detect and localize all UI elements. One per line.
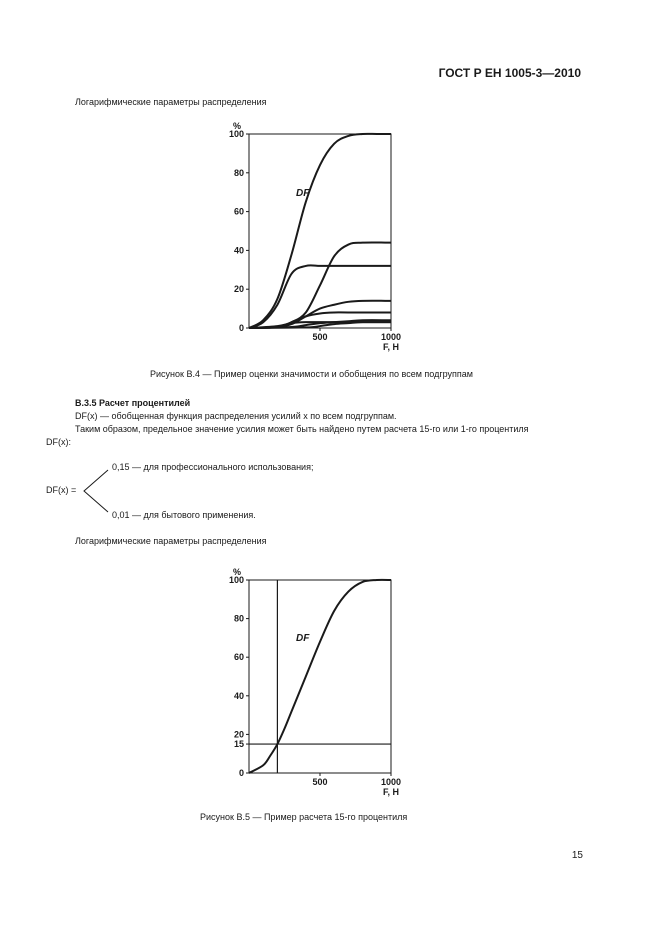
formula-lhs: DF(x) = xyxy=(46,485,77,495)
paragraph-line-cont: DF(x): xyxy=(46,437,71,447)
x-tick-label: 1000 xyxy=(380,777,402,787)
x-tick-label: 500 xyxy=(312,332,328,342)
x-axis-unit: F, Н xyxy=(382,787,400,797)
figure-b4-caption: Рисунок В.4 — Пример оценки значимости и обобщения по всем подгруппам xyxy=(150,369,473,379)
y-tick-label: 40 xyxy=(233,690,244,701)
df-curve-label: DF xyxy=(296,188,310,199)
df-curve-label: DF xyxy=(296,633,310,644)
x-tick-label: 1000 xyxy=(380,332,402,342)
y-tick-label: 80 xyxy=(233,613,244,624)
document-header: ГОСТ Р ЕН 1005-3—2010 xyxy=(438,66,581,80)
y-tick-label: 15 xyxy=(233,739,244,750)
y-tick-label: 60 xyxy=(233,652,244,663)
x-axis-unit: F, Н xyxy=(382,342,400,352)
section-subtitle: Логарифмические параметры распределения xyxy=(75,97,267,107)
y-tick-label: 100 xyxy=(228,575,244,585)
paragraph-line: Таким образом, предельное значение усилия может быть найдено путем расчета 15-го или 1-го процентиля xyxy=(75,424,529,434)
page-number: 15 xyxy=(571,850,583,861)
y-tick-label: 40 xyxy=(233,245,244,256)
y-tick-label: 60 xyxy=(233,206,244,217)
figure-b5-caption: Рисунок В.5 — Пример расчета 15-го процентиля xyxy=(200,812,408,822)
y-tick-label: 20 xyxy=(233,284,244,295)
formula-case-professional: 0,15 — для профессионального использования; xyxy=(112,462,314,472)
y-axis-unit: % xyxy=(232,121,242,131)
x-tick-label: 500 xyxy=(312,777,328,787)
y-tick-label: 20 xyxy=(233,729,244,740)
formula-case-household: 0,01 — для бытового применения. xyxy=(112,510,256,520)
y-tick-label: 0 xyxy=(238,323,244,333)
y-tick-label: 80 xyxy=(233,167,244,178)
section-subtitle-2: Логарифмические параметры распределения xyxy=(75,536,267,546)
y-tick-label: 0 xyxy=(238,768,244,778)
y-axis-unit: % xyxy=(232,567,242,577)
section-heading: В.3.5 Расчет процентилей xyxy=(75,398,191,408)
definition-line: DF(x) — обобщенная функция распределения усилий x по всем подгруппам. xyxy=(75,411,397,421)
y-tick-label: 100 xyxy=(228,129,244,139)
